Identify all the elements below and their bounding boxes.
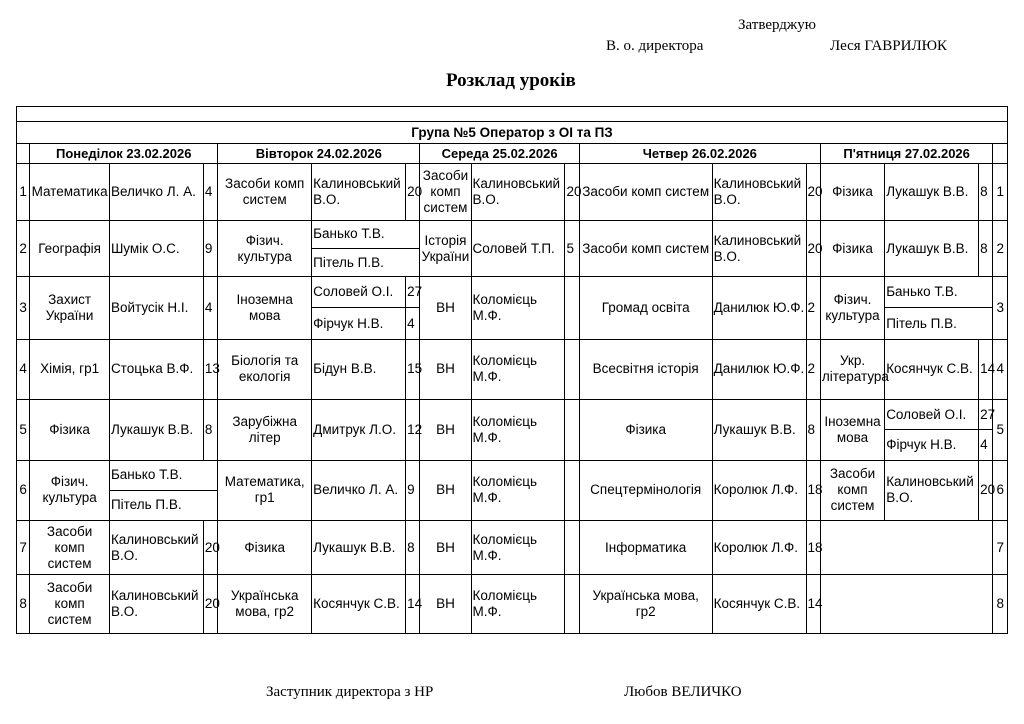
subject: ВН [420,460,471,520]
subject: Укр. література [820,339,884,399]
table-row [17,220,1008,248]
subject: Хімія, гр1 [30,339,110,399]
teacher: Войтусік Н.І. [109,277,203,339]
room: 20 [806,220,820,276]
subject: Засоби комп систем [579,164,712,220]
room: 20 [979,460,993,520]
teacher: Королюк Л.Ф. [712,521,806,575]
subject: Українська мова, гр2 [579,575,712,634]
approve-label: Затверджую [738,17,816,33]
room: 8 [979,164,993,220]
room: 14 [806,575,820,634]
subject: Математика [30,164,110,220]
table-row [17,122,1008,144]
room: 14 [979,339,993,399]
subject: Фізич. культура [820,277,884,339]
teacher: Фірчук Н.В. [312,308,406,339]
table-row [17,575,1008,634]
lesson-number: 6 [993,460,1008,520]
teacher: Стоцька В.Ф. [109,339,203,399]
subject: Іноземна мова [218,277,312,339]
group-title: Група №5 Оператор з ОІ та ПЗ [17,122,1008,144]
subject: ВН [420,277,471,339]
room: 20 [203,521,217,575]
subject: Засоби комп систем [579,220,712,276]
teacher: Банько Т.В. [885,277,993,308]
lesson-number: 1 [17,164,30,220]
subject: ВН [420,575,471,634]
room: 18 [806,460,820,520]
room: 20 [806,164,820,220]
teacher: Калиновський В.О. [109,521,203,575]
deputy-name: Любов ВЕЛИЧКО [624,684,742,700]
table-row [17,164,1008,220]
room [565,460,579,520]
page-title: Розклад уроків [446,70,576,91]
room: 9 [406,460,420,520]
table-row [17,460,1008,490]
room: 2 [806,277,820,339]
lesson-number: 3 [17,277,30,339]
room [565,575,579,634]
subject: Фізика [218,521,312,575]
subject: Зарубіжна літер [218,400,312,460]
subject: Українська мова, гр2 [218,575,312,634]
subject: ВН [420,400,471,460]
room: 9 [203,220,217,276]
subject: Фізика [820,164,884,220]
room: 13 [203,339,217,399]
lesson-number: 7 [993,521,1008,575]
teacher: Калиновський В.О. [109,575,203,634]
teacher: Фірчук Н.В. [885,430,979,460]
teacher: Косянчук С.В. [312,575,406,634]
teacher: Коломієць М.Ф. [471,277,565,339]
room: 27 [406,277,420,308]
room: 8 [406,521,420,575]
room: 20 [203,575,217,634]
lesson-number: 2 [17,220,30,276]
table-row [17,339,1008,399]
subject: Математика, гр1 [218,460,312,520]
table-row [17,277,1008,308]
subject: Засоби комп систем [30,575,110,634]
day-header: Четвер 26.02.2026 [579,144,820,164]
teacher: Данилюк Ю.Ф. [712,277,806,339]
room: 4 [979,430,993,460]
lesson-number: 5 [17,400,30,460]
teacher: Бідун В.В. [312,339,406,399]
director-position: В. о. директора [606,38,704,54]
room: 20 [565,164,579,220]
corner [17,144,30,164]
lesson-number: 8 [993,575,1008,634]
teacher: Лукашук В.В. [885,220,979,276]
deputy-position: Заступник директора з НР [266,684,434,700]
teacher: Королюк Л.Ф. [712,460,806,520]
lesson-number: 8 [17,575,30,634]
subject: Географія [30,220,110,276]
subject: Фізика [30,400,110,460]
subject: Спецтермінологія [579,460,712,520]
table-row [17,144,1008,164]
teacher: Коломієць М.Ф. [471,400,565,460]
subject: Засоби комп систем [420,164,471,220]
subject: Інформатика [579,521,712,575]
subject: Громад освіта [579,277,712,339]
teacher: Калиновський В.О. [885,460,979,520]
subject: Іноземна мова [820,400,884,460]
day-header: Вівторок 24.02.2026 [218,144,420,164]
lesson-number: 3 [993,277,1008,339]
room: 18 [806,521,820,575]
room [565,277,579,339]
room: 8 [203,400,217,460]
lesson-number: 2 [993,220,1008,276]
teacher: Калиновський В.О. [712,220,806,276]
lesson-number: 1 [993,164,1008,220]
room: 5 [565,220,579,276]
teacher: Калиновський В.О. [471,164,565,220]
teacher: Соловей О.І. [312,277,406,308]
teacher: Банько Т.В. [109,460,217,490]
teacher: Косянчук С.В. [712,575,806,634]
room: 14 [406,575,420,634]
subject: Всесвітня історія [579,339,712,399]
teacher: Коломієць М.Ф. [471,339,565,399]
room [565,339,579,399]
room: 4 [203,277,217,339]
table-row [17,521,1008,575]
table-row [17,107,1008,122]
room: 27 [979,400,993,430]
subject: Біологія та екологія [218,339,312,399]
teacher: Калиновський В.О. [312,164,406,220]
teacher: Шумік О.С. [109,220,203,276]
empty-slot [820,575,993,634]
room: 8 [806,400,820,460]
teacher: Банько Т.В. [312,220,420,248]
room: 4 [203,164,217,220]
subject: Засоби комп систем [30,521,110,575]
day-header: П'ятниця 27.02.2026 [820,144,993,164]
teacher: Лукашук В.В. [312,521,406,575]
teacher: Калиновський В.О. [712,164,806,220]
subject: ВН [420,339,471,399]
day-header: Середа 25.02.2026 [420,144,579,164]
room: 2 [806,339,820,399]
teacher: Дмитрук Л.О. [312,400,406,460]
corner [993,144,1008,164]
teacher: Лукашук В.В. [109,400,203,460]
teacher: Пітель П.В. [312,249,420,277]
room: 8 [979,220,993,276]
subject: Історія України [420,220,471,276]
lesson-number: 4 [17,339,30,399]
subject: Фізика [820,220,884,276]
teacher: Величко Л. А. [109,164,203,220]
table-row [17,400,1008,430]
subject: Фізич. культура [218,220,312,276]
teacher: Лукашук В.В. [885,164,979,220]
lesson-number: 5 [993,400,1008,460]
blank-row [17,107,1008,122]
subject: Засоби комп систем [820,460,884,520]
lesson-number: 6 [17,460,30,520]
teacher: Величко Л. А. [312,460,406,520]
subject: ВН [420,521,471,575]
room: 15 [406,339,420,399]
subject: Фізика [579,400,712,460]
teacher: Пітель П.В. [885,308,993,339]
room [565,521,579,575]
day-header: Понеділок 23.02.2026 [30,144,218,164]
teacher: Коломієць М.Ф. [471,460,565,520]
teacher: Косянчук С.В. [885,339,979,399]
lesson-number: 7 [17,521,30,575]
room [565,400,579,460]
subject: Фізич. культура [30,460,110,520]
teacher: Коломієць М.Ф. [471,575,565,634]
teacher: Соловей О.І. [885,400,979,430]
lesson-number: 4 [993,339,1008,399]
teacher: Соловей Т.П. [471,220,565,276]
schedule-table [16,106,1008,634]
room: 20 [406,164,420,220]
room: 4 [406,308,420,339]
teacher: Пітель П.В. [109,490,217,520]
empty-slot [820,521,993,575]
teacher: Данилюк Ю.Ф. [712,339,806,399]
room: 12 [406,400,420,460]
subject: Засоби комп систем [218,164,312,220]
teacher: Лукашук В.В. [712,400,806,460]
subject: Захист України [30,277,110,339]
teacher: Коломієць М.Ф. [471,521,565,575]
director-name: Леся ГАВРИЛЮК [830,38,948,54]
